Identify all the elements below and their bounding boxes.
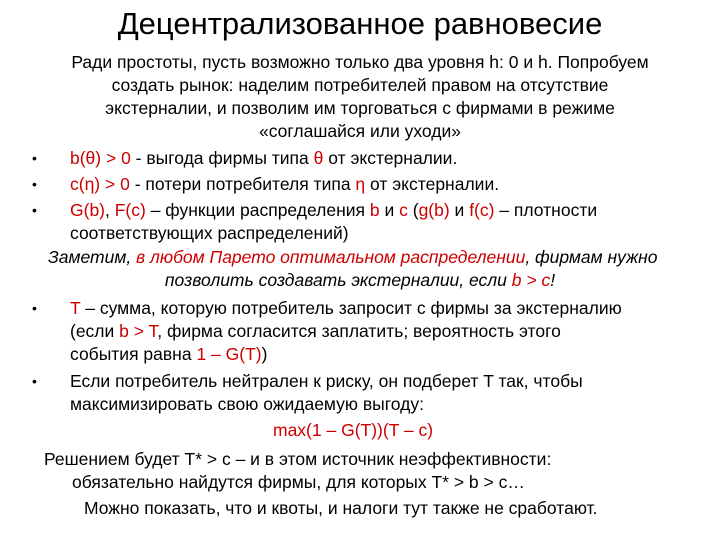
bullet-risk-neutral: Если потребитель нейтрален к риску, он подберет T так, чтобы bbox=[70, 371, 583, 391]
sep: , bbox=[105, 200, 115, 220]
paren-close: ) bbox=[261, 344, 268, 364]
dist-text-end: – плотности bbox=[494, 200, 598, 220]
condition-b-t: b > T bbox=[119, 321, 158, 341]
bullet-marker: • bbox=[32, 373, 37, 389]
intro-line-3: экстерналии, и позволим им торговаться с фирмами в режиме bbox=[105, 98, 615, 118]
bullet-benefit-firm bbox=[70, 147, 457, 170]
bullet-distributions bbox=[70, 199, 597, 222]
bullet-sum-t-line-3 bbox=[70, 343, 267, 366]
note-text: , фирмам нужно bbox=[525, 247, 658, 267]
pareto-note-line-2 bbox=[0, 269, 720, 292]
conclusion: Можно показать, что и квоты, и налоги тут также не сработают. bbox=[84, 498, 598, 518]
note-condition: b > c bbox=[511, 270, 551, 290]
bullet-sum-t bbox=[70, 297, 622, 320]
sum-text: – сумма, которую потребитель запросит с фирмы за экстерналию bbox=[80, 298, 622, 318]
objective-formula: max(1 – G(T))(T – c) bbox=[273, 420, 434, 440]
bullet-marker: • bbox=[32, 176, 37, 192]
dist-g: G(b) bbox=[70, 200, 105, 220]
bullet-marker: • bbox=[32, 150, 37, 166]
pareto-note bbox=[48, 246, 658, 269]
solution-line-1: Решением будет T* > c – и в этом источник неэффективности: bbox=[44, 449, 552, 469]
dist-text: – функции распределения bbox=[145, 200, 370, 220]
cost-text-end: от экстерналии. bbox=[365, 174, 500, 194]
benefit-text: - выгода фирмы типа bbox=[130, 148, 314, 168]
paren: ( bbox=[407, 200, 419, 220]
cost-text: - потери потребителя типа bbox=[129, 174, 356, 194]
sum-text: , фирма согласится заплатить; вероятность этого bbox=[157, 321, 561, 341]
intro-line-1: Ради простоты, пусть возможно только два уровня h: 0 и h. Попробуем bbox=[71, 52, 649, 72]
sum-text: события равна bbox=[70, 344, 197, 364]
var-b: b bbox=[369, 200, 380, 220]
intro-line-2: создать рынок: наделим потребителей правом на отсутствие bbox=[111, 75, 609, 95]
eta-symbol: η bbox=[355, 174, 366, 194]
bullet-risk-neutral-line-2: максимизировать свою ожидаемую выгоду: bbox=[70, 394, 424, 414]
benefit-function: b(θ) > 0 bbox=[70, 148, 131, 168]
intro-line-4: «соглашайся или уходи» bbox=[259, 121, 461, 141]
cost-function: c(η) > 0 bbox=[70, 174, 130, 194]
benefit-text-end: от экстерналии. bbox=[323, 148, 458, 168]
bullet-cost-consumer bbox=[70, 173, 499, 196]
note-text: позволить создавать экстерналии, если bbox=[164, 270, 512, 290]
conj: и bbox=[379, 200, 400, 220]
note-emphasis: в любом Парето оптимальном распределении bbox=[136, 247, 526, 267]
note-lead: Заметим, bbox=[48, 247, 137, 267]
bullet-marker: • bbox=[32, 202, 37, 218]
density-f: f(c) bbox=[469, 200, 495, 220]
bullet-marker: • bbox=[32, 300, 37, 316]
bullet-sum-t-line-2 bbox=[70, 320, 561, 343]
slide-title: Децентрализованное равновесие bbox=[117, 6, 603, 41]
probability: 1 – G(T) bbox=[196, 344, 262, 364]
var-c: c bbox=[399, 200, 408, 220]
sum-text: (если bbox=[70, 321, 120, 341]
var-t: T bbox=[70, 298, 81, 318]
density-g: g(b) bbox=[418, 200, 450, 220]
solution-line-2: обязательно найдутся фирмы, для которых T* > b > c… bbox=[72, 472, 525, 492]
dist-f: F(c) bbox=[114, 200, 146, 220]
note-end: ! bbox=[550, 270, 556, 290]
theta-symbol: θ bbox=[313, 148, 324, 168]
bullet-distributions-line-2: соответствующих распределений) bbox=[70, 223, 349, 243]
conj: и bbox=[449, 200, 470, 220]
